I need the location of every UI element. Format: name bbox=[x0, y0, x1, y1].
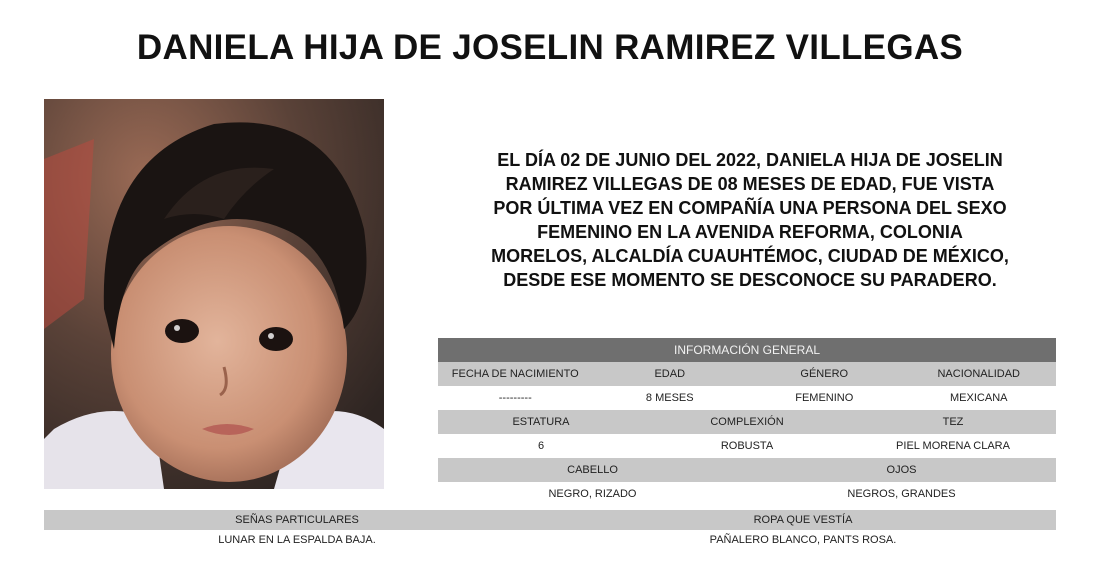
value-gender: FEMENINO bbox=[795, 392, 854, 404]
particulars-label-row bbox=[44, 510, 1056, 530]
general-info-table bbox=[438, 338, 1056, 506]
narrative-line: EL DÍA 02 DE JUNIO DEL 2022, DANIELA HIJA DE JOSELIN bbox=[497, 150, 1003, 170]
page-title: DANIELA HIJA DE JOSELIN RAMIREZ VILLEGAS bbox=[136, 28, 964, 67]
label-gender: GÉNERO bbox=[800, 368, 849, 380]
label-complexion: TEZ bbox=[942, 416, 964, 428]
child-photo bbox=[44, 99, 384, 489]
info-value-row bbox=[438, 434, 1056, 458]
info-value-row bbox=[438, 482, 1056, 506]
narrative-text bbox=[440, 148, 1060, 292]
label-nationality: NACIONALIDAD bbox=[937, 368, 1021, 380]
info-value-row bbox=[438, 386, 1056, 410]
particulars-value-row bbox=[44, 530, 1056, 550]
label-clothing: ROPA QUE VESTÍA bbox=[753, 514, 853, 526]
value-height: 6 bbox=[537, 440, 545, 452]
value-distinctive-marks: LUNAR EN LA ESPALDA BAJA. bbox=[218, 534, 376, 546]
info-header-row bbox=[438, 338, 1056, 362]
label-hair: CABELLO bbox=[567, 464, 618, 476]
label-distinctive-marks: SEÑAS PARTICULARES bbox=[235, 514, 359, 526]
particulars-table bbox=[44, 510, 1056, 550]
value-complexion: PIEL MORENA CLARA bbox=[896, 440, 1010, 452]
value-clothing: PAÑALERO BLANCO, PANTS ROSA. bbox=[709, 534, 897, 546]
value-nationality: MEXICANA bbox=[950, 392, 1008, 404]
narrative-line: DESDE ESE MOMENTO SE DESCONOCE SU PARADERO. bbox=[503, 270, 997, 290]
info-header: INFORMACIÓN GENERAL bbox=[673, 343, 820, 357]
label-build: COMPLEXIÓN bbox=[710, 416, 784, 428]
info-label-row bbox=[438, 458, 1056, 482]
child-photo-icon bbox=[44, 99, 384, 489]
value-age: 8 MESES bbox=[645, 392, 694, 404]
value-eyes: NEGROS, GRANDES bbox=[847, 488, 956, 500]
label-birthdate: FECHA DE NACIMIENTO bbox=[451, 368, 579, 380]
narrative-line: POR ÚLTIMA VEZ EN COMPAÑÍA UNA PERSONA DEL SEXO bbox=[493, 198, 1007, 218]
label-eyes: OJOS bbox=[886, 464, 917, 476]
value-hair: NEGRO, RIZADO bbox=[548, 488, 637, 500]
label-height: ESTATURA bbox=[512, 416, 570, 428]
label-age: EDAD bbox=[654, 368, 686, 380]
value-birthdate: --------- bbox=[498, 392, 532, 404]
value-build: ROBUSTA bbox=[720, 440, 774, 452]
info-label-row bbox=[438, 362, 1056, 386]
narrative-line: FEMENINO EN LA AVENIDA REFORMA, COLONIA bbox=[537, 222, 963, 242]
info-label-row bbox=[438, 410, 1056, 434]
narrative-line: RAMIREZ VILLEGAS DE 08 MESES DE EDAD, FUE VISTA bbox=[505, 174, 995, 194]
narrative-line: MORELOS, ALCALDÍA CUAUHTÉMOC, CIUDAD DE MÉXICO, bbox=[491, 246, 1009, 266]
